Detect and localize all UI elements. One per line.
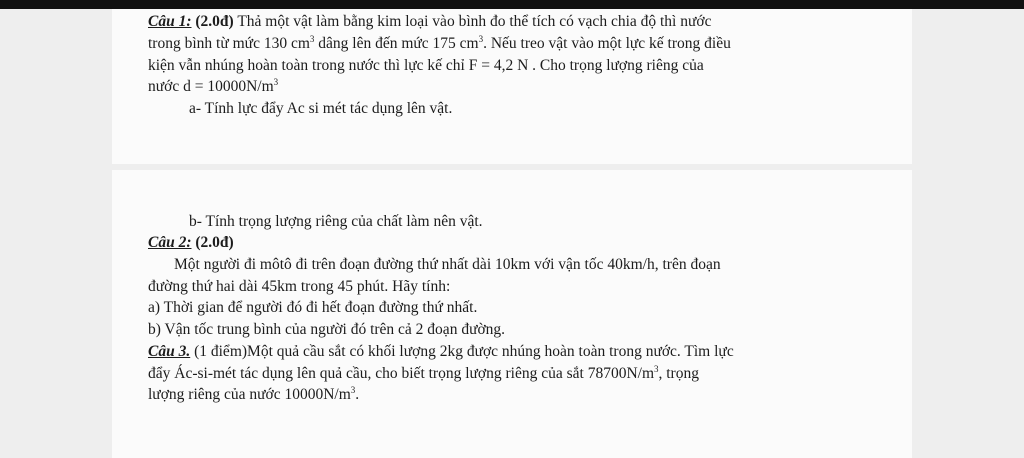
q1-line-4 [148,77,278,97]
q2-part-a-text: a) Thời gian để người đó đi hết đoạn đường thứ nhất. [148,299,478,316]
q1-text-2b: dâng lên đến mức 175 cm [314,35,479,52]
question-1-label: Câu 1: [148,13,192,30]
superscript: 3 [273,77,279,87]
question-2-points: (2.0đ) [195,234,234,251]
q1-line-2 [148,34,731,54]
q3-line-1 [148,342,734,362]
superscript: 3 [478,34,484,44]
q1-part-b [189,212,483,232]
q2-header [148,233,234,253]
q2-part-b [148,320,505,340]
superscript: 3 [350,385,356,395]
q2-text-1: Một người đi môtô đi trên đoạn đường thứ nhất dài 10km với vận tốc 40km/h, trên đoạn [174,256,721,273]
q1-text-2a: trong bình từ mức 130 cm [148,35,310,52]
q3-line-3 [148,385,359,405]
q1-line-3 [148,56,704,76]
q3-text-3a: lượng riêng của nước 10000N/m [148,386,351,403]
q2-part-a [148,298,477,318]
document-page-2 [112,170,912,458]
superscript: 3 [309,34,315,44]
q1-line-1 [148,12,711,32]
q2-line-1 [174,255,721,275]
q3-line-2 [148,364,699,384]
question-1-points: (2.0đ) [195,13,234,30]
q3-text-2a: đẩy Ác-si-mét tác dụng lên quả cầu, cho biết trọng lượng riêng của sắt 78700N/m [148,365,654,382]
q1-text-3: kiện vẫn nhúng hoàn toàn trong nước thì lực kế chỉ F = 4,2 N . Cho trọng lượng riêng của [148,57,704,74]
q1-part-b-text: b- Tính trọng lượng riêng của chất làm nên vật. [189,213,483,230]
q3-text-2b: , trọng [658,365,699,382]
q2-text-2: đường thứ hai dài 45km trong 45 phút. Hãy tính: [148,278,451,295]
top-bar [0,0,1024,9]
q1-text-1: Thả một vật làm bằng kim loại vào bình đo thể tích có vạch chia độ thì nước [237,13,712,30]
document-page-1 [112,9,912,164]
q2-part-b-text: b) Vận tốc trung bình của người đó trên cả 2 đoạn đường. [148,321,506,338]
superscript: 3 [654,364,659,374]
q1-text-4: nước d = 10000N/m [148,78,274,95]
q3-text-3b: . [355,386,360,403]
q3-text-1: (1 điểm)Một quả cầu sắt có khối lượng 2kg được nhúng hoàn toàn trong nước. Tìm lực [190,343,734,360]
q1-part-a [189,99,452,119]
question-2-label: Câu 2: [148,234,192,251]
q1-part-a-text: a- Tính lực đẩy Ac si mét tác dụng lên vật. [189,100,453,117]
question-3-label: Câu 3. [148,343,191,360]
q1-text-2c: . Nếu treo vật vào một lực kế trong điều [483,35,731,52]
q2-line-2 [148,277,450,297]
